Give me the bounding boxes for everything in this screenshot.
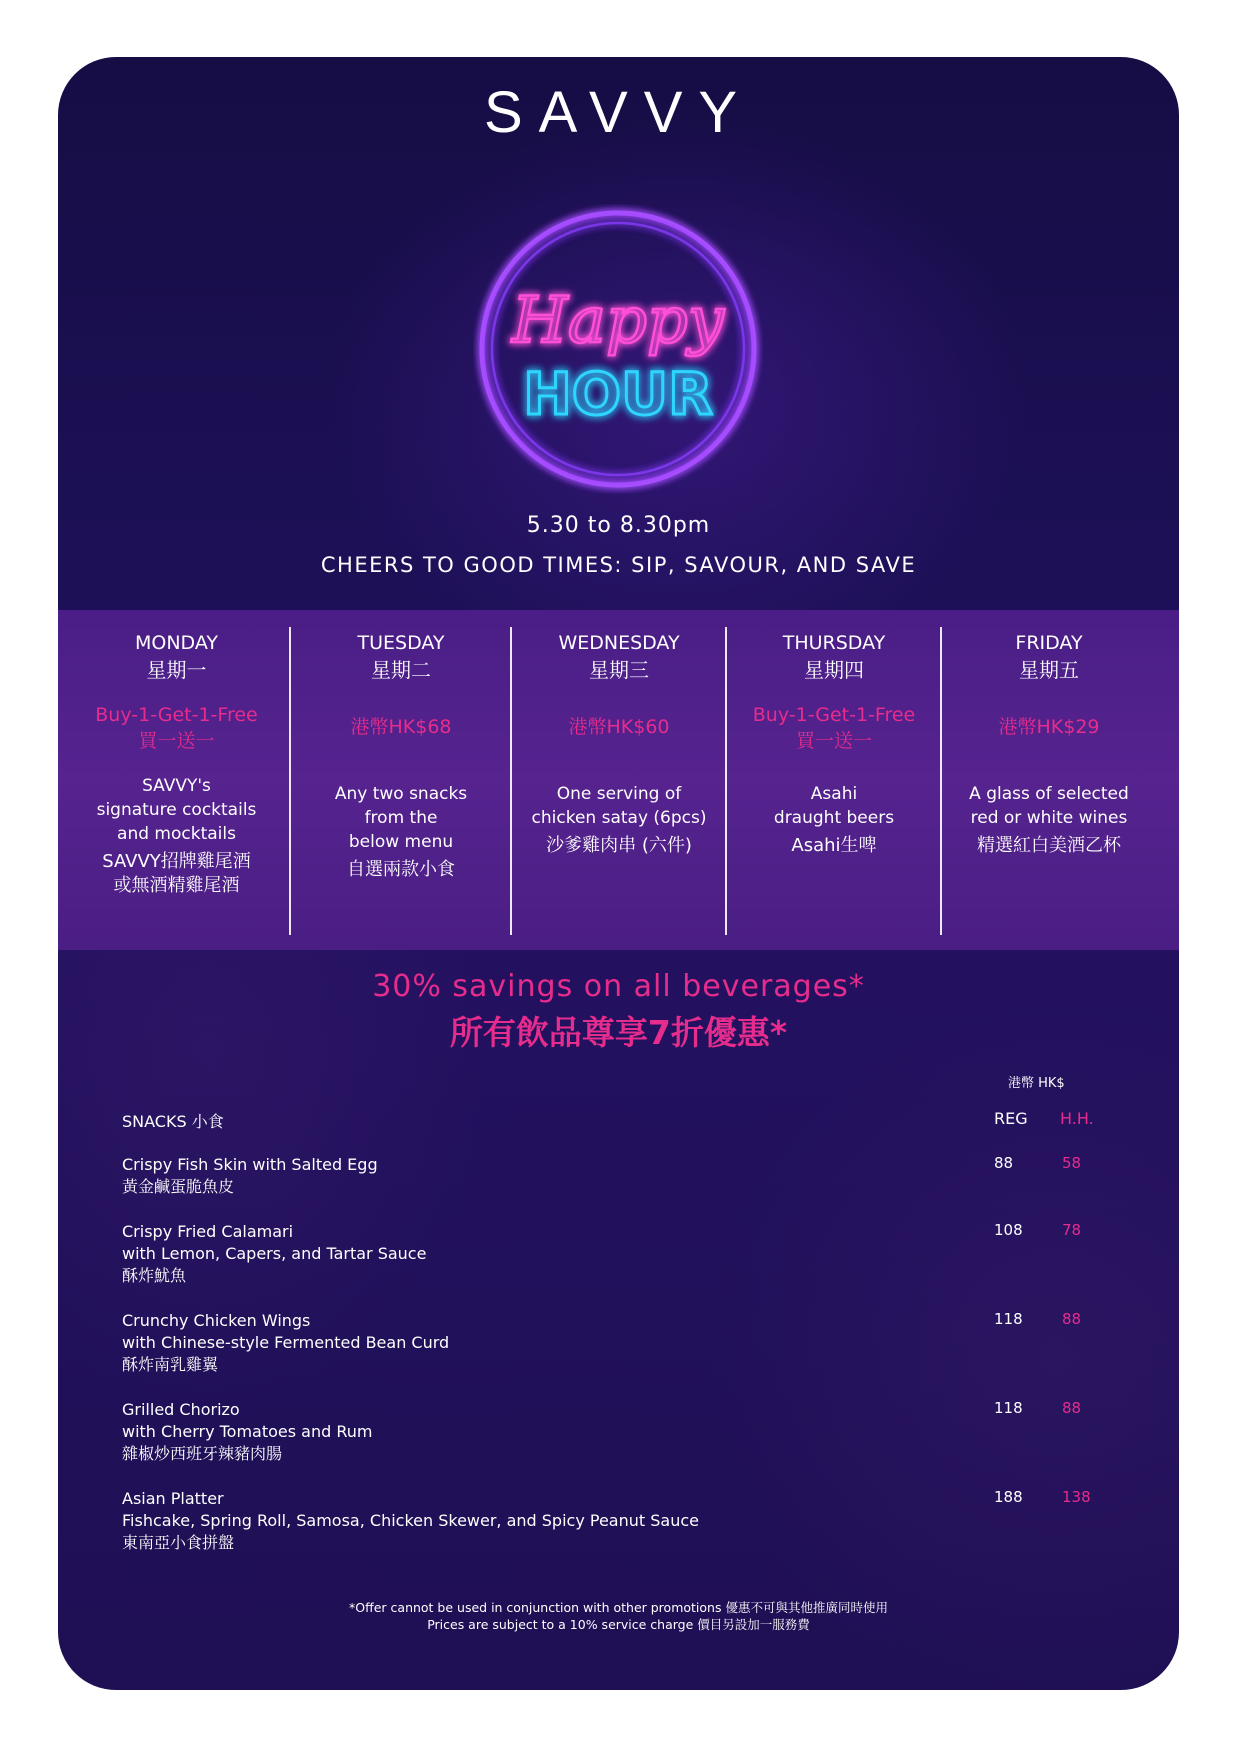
offer-desc-zh: 精選紅白美酒乙杯 bbox=[977, 835, 1121, 856]
neon-sign-graphic bbox=[473, 204, 763, 494]
price-regular: 88 bbox=[994, 1154, 1014, 1172]
price-regular: 188 bbox=[994, 1488, 1023, 1506]
item-name: Grilled Chorizo bbox=[122, 1400, 240, 1419]
offer-desc-zh: 自選兩款小食 bbox=[347, 859, 455, 880]
day-name: MONDAY bbox=[135, 632, 218, 654]
item-name-zh: 東南亞小食拼盤 bbox=[122, 1533, 235, 1552]
column-header-happy-hour: H.H. bbox=[1060, 1109, 1094, 1128]
day-name-zh: 星期三 bbox=[589, 658, 649, 682]
day-thursday bbox=[727, 610, 941, 950]
day-wednesday bbox=[512, 610, 726, 950]
item-desc: with Cherry Tomatoes and Rum bbox=[122, 1422, 373, 1441]
item-name-zh: 黃金鹹蛋脆魚皮 bbox=[122, 1177, 235, 1196]
price-regular: 108 bbox=[994, 1221, 1023, 1239]
day-name-zh: 星期二 bbox=[371, 658, 431, 682]
price-happy-hour: 88 bbox=[1062, 1399, 1082, 1417]
offer-label: 港幣HK$60 bbox=[568, 716, 670, 738]
day-friday bbox=[942, 610, 1156, 950]
day-name-zh: 星期四 bbox=[804, 658, 864, 682]
snacks-heading: SNACKS 小食 bbox=[122, 1112, 224, 1131]
offer-desc-line: and mocktails bbox=[117, 824, 236, 844]
offer-desc-line: A glass of selected bbox=[969, 784, 1129, 804]
offer-desc-zh: 或無酒精雞尾酒 bbox=[113, 875, 240, 896]
menu-item bbox=[122, 1221, 426, 1287]
day-name-zh: 星期一 bbox=[146, 658, 207, 682]
item-desc: Fishcake, Spring Roll, Samosa, Chicken Skewer, and Spicy Peanut Sauce bbox=[122, 1511, 699, 1530]
item-name: Crispy Fried Calamari bbox=[122, 1222, 294, 1241]
item-name: Crispy Fish Skin with Salted Egg bbox=[122, 1155, 378, 1174]
menu-item bbox=[122, 1488, 699, 1554]
daily-offers-band bbox=[58, 610, 1179, 950]
offer-label: Buy-1-Get-1-Free bbox=[95, 704, 258, 726]
neon-happy-text: Happy bbox=[511, 284, 725, 358]
price-happy-hour: 138 bbox=[1062, 1488, 1091, 1506]
offer-desc-zh: SAVVY招牌雞尾酒 bbox=[102, 851, 251, 872]
offer-label: Buy-1-Get-1-Free bbox=[752, 704, 916, 726]
neon-hour-text: HOUR bbox=[523, 360, 713, 428]
offer-desc-line: below menu bbox=[348, 832, 454, 852]
column-header-regular: REG bbox=[994, 1109, 1028, 1128]
menu-item bbox=[122, 1154, 378, 1198]
day-name: WEDNESDAY bbox=[558, 632, 680, 654]
item-name: Crunchy Chicken Wings bbox=[122, 1311, 311, 1330]
price-happy-hour: 78 bbox=[1062, 1221, 1082, 1239]
offer-desc-zh: 沙爹雞肉串 (六件) bbox=[546, 835, 692, 856]
day-name: FRIDAY bbox=[1015, 632, 1083, 654]
menu-item bbox=[122, 1310, 449, 1376]
day-monday bbox=[58, 610, 295, 950]
brand-logo: SAVVY bbox=[483, 80, 754, 145]
offer-desc-line: One serving of bbox=[556, 784, 682, 804]
happy-hour-neon-sign bbox=[473, 204, 763, 494]
offer-label: 港幣HK$29 bbox=[998, 716, 1100, 738]
footer-service-charge-note: Prices are subject to a 10% service charge 價目另設加一服務費 bbox=[427, 1617, 810, 1632]
day-name: TUESDAY bbox=[357, 632, 445, 654]
item-desc: with Lemon, Capers, and Tartar Sauce bbox=[122, 1244, 427, 1263]
offer-desc-line: from the bbox=[364, 808, 438, 828]
item-desc: with Chinese-style Fermented Bean Curd bbox=[122, 1333, 450, 1352]
savings-headline-zh: 所有飲品尊享7折優惠* bbox=[449, 1013, 788, 1052]
offer-desc-line: SAVVY's bbox=[142, 776, 211, 796]
offer-desc-line: Asahi bbox=[810, 784, 858, 804]
item-name-zh: 雜椒炒西班牙辣豬肉腸 bbox=[122, 1444, 283, 1463]
offer-desc-zh: Asahi生啤 bbox=[791, 835, 877, 856]
offer-desc-line: chicken satay (6pcs) bbox=[531, 808, 707, 828]
offer-desc-line: Any two snacks bbox=[334, 784, 468, 804]
menu-item bbox=[122, 1399, 373, 1465]
menu-card bbox=[58, 57, 1179, 1690]
offer-desc-line: signature cocktails bbox=[96, 800, 257, 820]
price-happy-hour: 58 bbox=[1062, 1154, 1082, 1172]
savings-headline: 30% savings on all beverages* bbox=[372, 969, 865, 1004]
item-name-zh: 酥炸魷魚 bbox=[122, 1266, 187, 1285]
currency-label: 港幣 HK$ bbox=[1008, 1076, 1065, 1091]
day-name: THURSDAY bbox=[782, 632, 886, 654]
offer-label-zh: 買一送一 bbox=[138, 730, 215, 752]
offer-desc-line: draught beers bbox=[773, 808, 895, 828]
offer-label: 港幣HK$68 bbox=[350, 716, 452, 738]
offer-desc-line: red or white wines bbox=[970, 808, 1128, 828]
day-tuesday bbox=[291, 610, 511, 950]
price-regular: 118 bbox=[994, 1399, 1023, 1417]
day-name-zh: 星期五 bbox=[1019, 658, 1079, 682]
price-regular: 118 bbox=[994, 1310, 1023, 1328]
offer-label-zh: 買一送一 bbox=[795, 730, 872, 752]
item-name: Asian Platter bbox=[122, 1489, 224, 1508]
tagline: CHEERS TO GOOD TIMES: SIP, SAVOUR, AND SAVE bbox=[320, 553, 917, 577]
price-happy-hour: 88 bbox=[1062, 1310, 1082, 1328]
happy-hour-times: 5.30 to 8.30pm bbox=[526, 513, 711, 538]
footer-offer-note: *Offer cannot be used in conjunction with other promotions 優惠不可與其他推廣同時使用 bbox=[349, 1600, 888, 1615]
item-name-zh: 酥炸南乳雞翼 bbox=[122, 1355, 219, 1374]
